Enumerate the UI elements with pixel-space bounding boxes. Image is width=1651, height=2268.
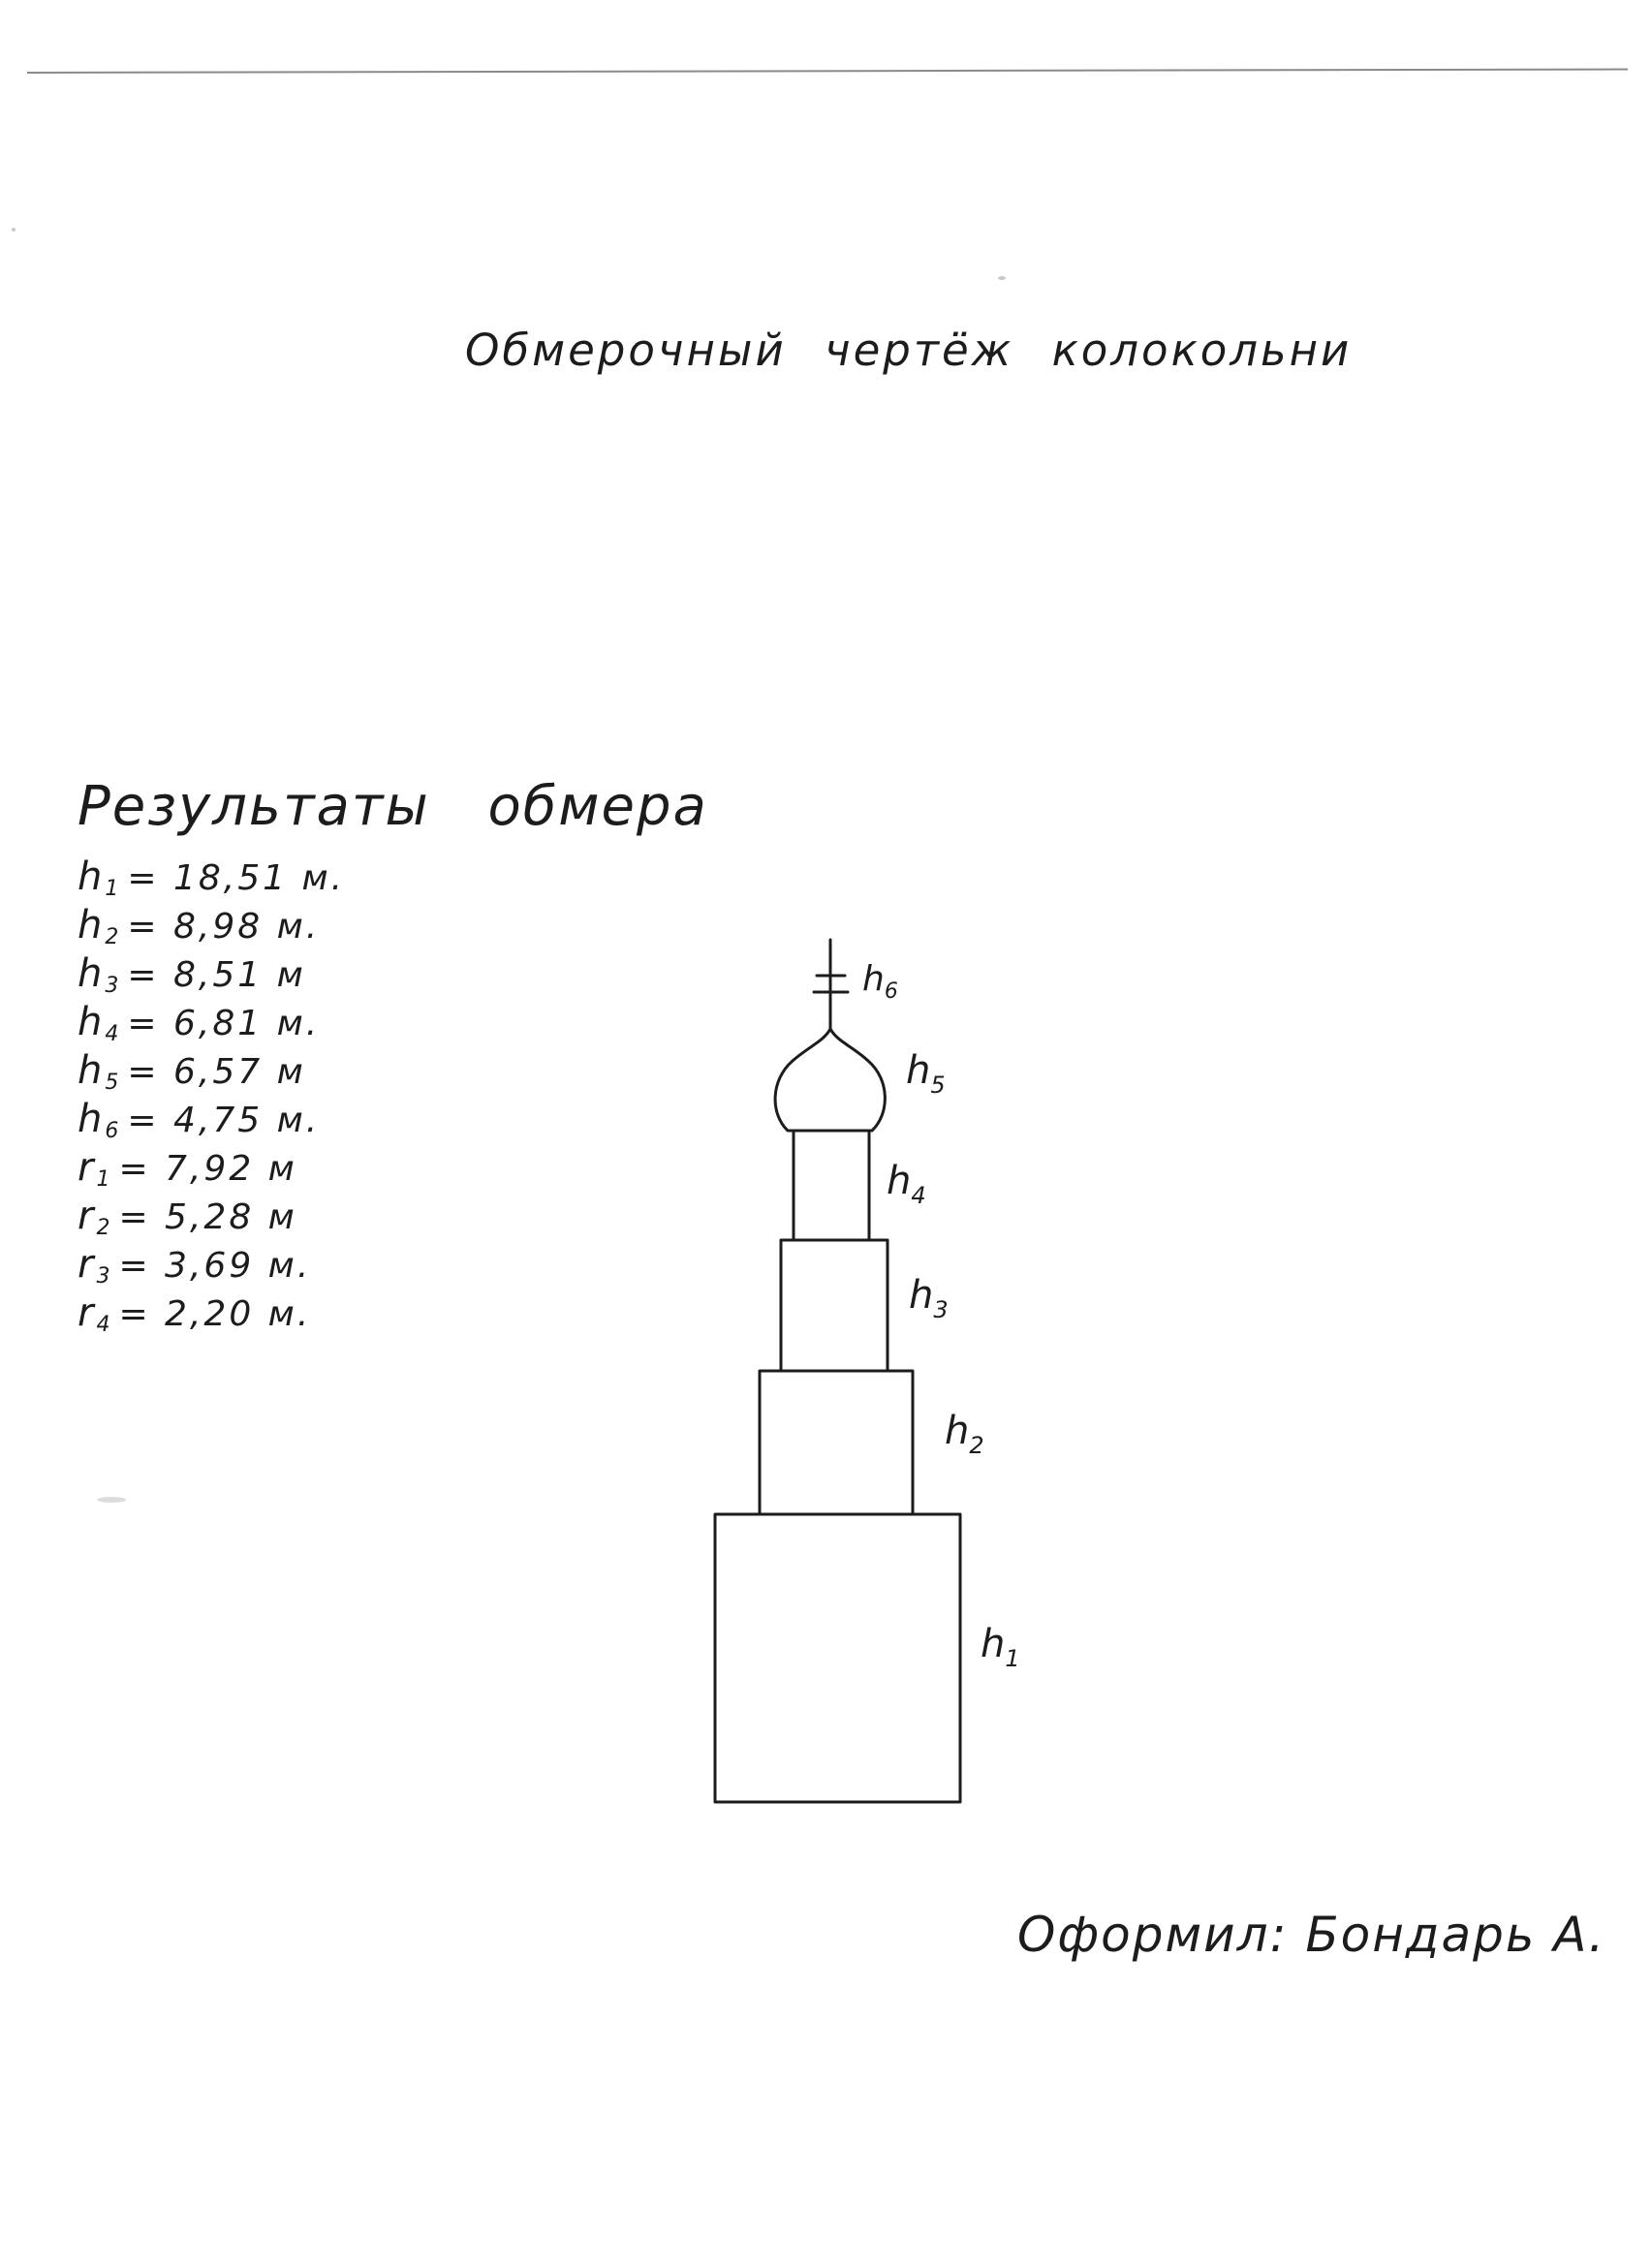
result-subscript: 2 xyxy=(96,1216,113,1240)
tier-3-outline xyxy=(781,1240,888,1371)
label-symbol: h xyxy=(862,959,885,999)
label-h6 xyxy=(862,959,898,1004)
results-heading: Результаты обмера xyxy=(78,775,708,838)
label-symbol: h xyxy=(981,1622,1006,1666)
tier-2-outline xyxy=(760,1371,913,1514)
result-symbol: r xyxy=(78,1194,97,1238)
sheet-top-rule xyxy=(27,69,1628,74)
label-subscript: 1 xyxy=(1005,1645,1020,1672)
result-symbol: h xyxy=(78,1097,106,1141)
result-item-h2 xyxy=(78,901,345,949)
result-subscript: 4 xyxy=(96,1313,113,1337)
result-symbol: h xyxy=(78,854,106,899)
label-h5 xyxy=(906,1048,946,1099)
drawing-title: Обмерочный чертёж колокольни xyxy=(465,325,1353,376)
tier-1-outline xyxy=(715,1514,960,1802)
label-symbol: h xyxy=(945,1409,970,1453)
result-symbol: r xyxy=(78,1290,97,1335)
result-subscript: 1 xyxy=(96,1167,113,1192)
result-value: = 6,81 м. xyxy=(127,1004,321,1043)
scan-speck xyxy=(97,1497,126,1503)
result-value: = 7,92 м xyxy=(118,1149,297,1189)
result-value: = 6,57 м xyxy=(127,1052,306,1092)
label-h4 xyxy=(887,1159,926,1209)
label-symbol: h xyxy=(909,1273,934,1318)
result-value: = 4,75 м. xyxy=(127,1101,321,1140)
result-subscript: 3 xyxy=(96,1264,113,1289)
result-subscript: 3 xyxy=(105,974,122,998)
label-subscript: 5 xyxy=(930,1072,946,1099)
label-subscript: 4 xyxy=(911,1182,926,1209)
result-item-h4 xyxy=(78,998,345,1046)
onion-dome-outline xyxy=(775,1029,885,1131)
label-h3 xyxy=(909,1273,949,1323)
result-item-r1 xyxy=(78,1143,345,1192)
label-subscript: 2 xyxy=(969,1432,984,1459)
result-item-h1 xyxy=(78,853,345,901)
label-symbol: h xyxy=(906,1048,931,1093)
result-subscript: 2 xyxy=(105,925,122,949)
result-symbol: h xyxy=(78,903,106,948)
result-value: = 8,51 м xyxy=(127,955,306,995)
label-subscript: 3 xyxy=(933,1296,949,1323)
results-list xyxy=(78,853,345,1337)
result-symbol: r xyxy=(78,1145,97,1190)
signature-line: Оформил: Бондарь А. xyxy=(1017,1907,1606,1963)
result-item-h5 xyxy=(78,1046,345,1095)
result-item-h6 xyxy=(78,1095,345,1143)
label-h1 xyxy=(981,1622,1020,1672)
tier-4-outline xyxy=(794,1131,869,1240)
result-value: = 8,98 м. xyxy=(127,907,321,947)
result-value: = 18,51 м. xyxy=(127,858,346,898)
result-subscript: 6 xyxy=(105,1119,122,1143)
result-item-r4 xyxy=(78,1289,345,1337)
scan-speck xyxy=(998,276,1006,280)
result-subscript: 1 xyxy=(105,877,122,901)
result-item-h3 xyxy=(78,949,345,998)
label-h2 xyxy=(945,1409,984,1459)
result-value: = 3,69 м. xyxy=(118,1246,312,1286)
result-symbol: h xyxy=(78,951,106,996)
scan-speck xyxy=(12,228,16,232)
result-symbol: r xyxy=(78,1242,97,1287)
result-subscript: 4 xyxy=(105,1022,122,1046)
result-value: = 2,20 м. xyxy=(118,1294,312,1334)
label-symbol: h xyxy=(887,1159,912,1203)
result-symbol: h xyxy=(78,1000,106,1044)
result-symbol: h xyxy=(78,1048,106,1093)
result-item-r3 xyxy=(78,1240,345,1289)
label-subscript: 6 xyxy=(884,979,898,1004)
result-value: = 5,28 м xyxy=(118,1197,297,1237)
result-item-r2 xyxy=(78,1192,345,1240)
result-subscript: 5 xyxy=(105,1071,122,1095)
